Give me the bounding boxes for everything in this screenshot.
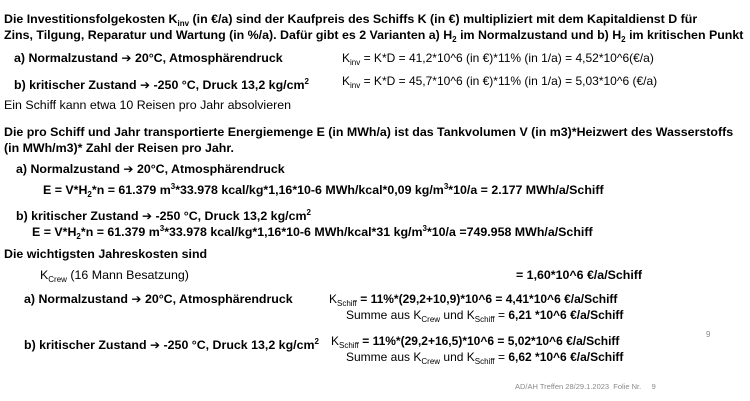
formula-text: K [342, 74, 351, 88]
intro-text: (in €/a) sind der Kaufpreis des Schiffs K (in €) multipliziert mit dem Kapitaldienst D für [192, 12, 698, 26]
intro-line-2 [4, 28, 743, 47]
footer-slide-number: 9 [651, 382, 656, 391]
annual-costs-title: Die wichtigsten Jahreskosten sind [4, 247, 208, 261]
formula-subscript: inv [350, 81, 361, 90]
superscript: 2 [314, 337, 319, 346]
invest-variant-a-formula [342, 51, 654, 70]
formula-subscript: 2 [87, 190, 92, 199]
annual-variant-a-sum [346, 308, 623, 327]
footer [515, 382, 656, 391]
formula-text: *10/a = 2.177 MWh/a/Schiff [448, 183, 604, 197]
energy-line-2: (in MWh/m3)* Zahl der Reisen pro Jahr. [4, 141, 234, 155]
variant-label: b) kritischer Zustand [16, 209, 139, 223]
sum-text: Summe aus K [346, 308, 422, 322]
superscript: 2 [304, 77, 309, 86]
energy-variant-a-formula [43, 179, 604, 202]
formula-subscript: Crew [421, 357, 441, 366]
annual-variant-b-sum [346, 350, 623, 369]
intro-subscript: 2 [452, 35, 457, 44]
energy-line-1: Die pro Schiff und Jahr transportierte Energiemenge E (in MWh/a) ist das Tankvolumen V (in m3)*Heizwert des Wasserstoffs [4, 125, 734, 139]
footer-slide-label: Folie Nr. [613, 382, 642, 391]
formula-text: E = V*H [43, 183, 88, 197]
annual-variant-a-label [24, 292, 293, 307]
formula-subscript: Schiff [337, 299, 357, 308]
formula-subscript: Schiff [474, 315, 495, 324]
variant-condition: 20°C, Atmosphärendruck [136, 162, 285, 176]
energy-variant-b-formula [32, 221, 593, 244]
intro-text: Die Investitionsfolgekosten K [4, 12, 178, 26]
formula-text: *10/a =749.958 MWh/a/Schiff [426, 225, 593, 239]
formula-text: = K*D = 45,7*10^6 (in €)*11% (in 1/a) = 5,03*10^6 (€/a) [363, 74, 658, 88]
formula-subscript: Crew [48, 275, 67, 284]
superscript: 3 [159, 224, 165, 233]
invest-variant-a-label [14, 51, 283, 66]
intro-text: Zins, Tilgung, Reparatur und Wartung (in %/a). Dafür gibt es 2 Varianten a) H [4, 28, 453, 42]
formula-text: *n = 61.379 m [91, 183, 171, 197]
superscript: 3 [422, 224, 427, 233]
formula-text: K [329, 292, 338, 306]
variant-condition: 20°C, Atmosphärendruck [134, 51, 283, 65]
crew-cost-label [40, 268, 189, 287]
trips-sentence: Ein Schiff kann etwa 10 Reisen pro Jahr absolvieren [4, 98, 291, 112]
annual-variant-b-label [24, 334, 319, 353]
superscript: 2 [306, 208, 311, 217]
crew-cost-value: = 1,60*10^6 €/a/Schiff [516, 268, 643, 282]
formula-subscript: Schiff [339, 341, 359, 350]
sum-value: 6,62 [508, 350, 532, 364]
arrow-right-icon: ➔ [121, 51, 132, 65]
sum-text: und K [443, 350, 475, 364]
sum-text: Summe aus K [346, 350, 422, 364]
variant-condition: -250 °C, Druck 13,2 kg/cm [155, 209, 307, 223]
intro-subscript: 2 [621, 35, 626, 44]
invest-variant-b-label [14, 74, 309, 93]
formula-text: E = V*H [32, 225, 77, 239]
footer-text: AD/AH Treffen 28/29.1.2023 [515, 382, 610, 391]
formula-text: K [40, 268, 49, 282]
page-number: 9 [706, 330, 711, 339]
formula-text: *n = 61.379 m [80, 225, 160, 239]
sum-value: 6,21 [508, 308, 532, 322]
intro-text: im kritischen Punkt [629, 28, 744, 42]
superscript: 3 [170, 182, 176, 191]
intro-text: im Normalzustand und b) H [460, 28, 622, 42]
variant-label: a) Normalzustand [14, 51, 118, 65]
formula-subscript: Crew [421, 315, 441, 324]
energy-variant-a-label [16, 162, 285, 177]
formula-text: = 11%*(29,2+10,9)*10^6 = 4,41*10^6 €/a/Schiff [360, 292, 618, 306]
variant-label: a) Normalzustand [24, 292, 128, 306]
variant-label: b) kritischer Zustand [14, 78, 137, 92]
arrow-right-icon: ➔ [150, 338, 161, 352]
intro-subscript: inv [177, 19, 190, 28]
variant-condition: -250 °C, Druck 13,2 kg/cm [163, 338, 315, 352]
formula-subscript: Schiff [474, 357, 495, 366]
invest-variant-b-formula [342, 74, 657, 93]
variant-label: b) kritischer Zustand [24, 338, 147, 352]
arrow-right-icon: ➔ [131, 292, 142, 306]
variant-condition: -250 °C, Druck 13,2 kg/cm [153, 78, 305, 92]
crew-description: (16 Mann Besatzung) [70, 268, 189, 282]
formula-text: K [342, 51, 351, 65]
formula-text: = 11%*(29,2+16,5)*10^6 = 5,02*10^6 €/a/Schiff [362, 334, 620, 348]
formula-subscript: inv [350, 58, 361, 67]
variant-condition: 20°C, Atmosphärendruck [144, 292, 293, 306]
arrow-right-icon: ➔ [123, 162, 134, 176]
formula-subscript: 2 [76, 232, 81, 241]
superscript: 3 [443, 182, 449, 191]
arrow-right-icon: ➔ [142, 209, 153, 223]
formula-text: = K*D = 41,2*10^6 (in €)*11% (in 1/a) = 4,52*10^6(€/a) [363, 51, 654, 65]
sum-text: = [497, 308, 505, 322]
sum-unit: *10^6 €/a/Schiff [535, 350, 624, 364]
formula-text: *33.978 kcal/kg*1,16*10-6 MWh/kcal*31 kg/m [164, 225, 423, 239]
sum-unit: *10^6 €/a/Schiff [535, 308, 624, 322]
formula-text: K [331, 334, 340, 348]
sum-text: und K [443, 308, 475, 322]
formula-text: *33.978 kcal/kg*1,16*10-6 MWh/kcal*0,09 kg/m [175, 183, 444, 197]
sum-text: = [497, 350, 505, 364]
variant-label: a) Normalzustand [16, 162, 120, 176]
arrow-right-icon: ➔ [140, 78, 151, 92]
